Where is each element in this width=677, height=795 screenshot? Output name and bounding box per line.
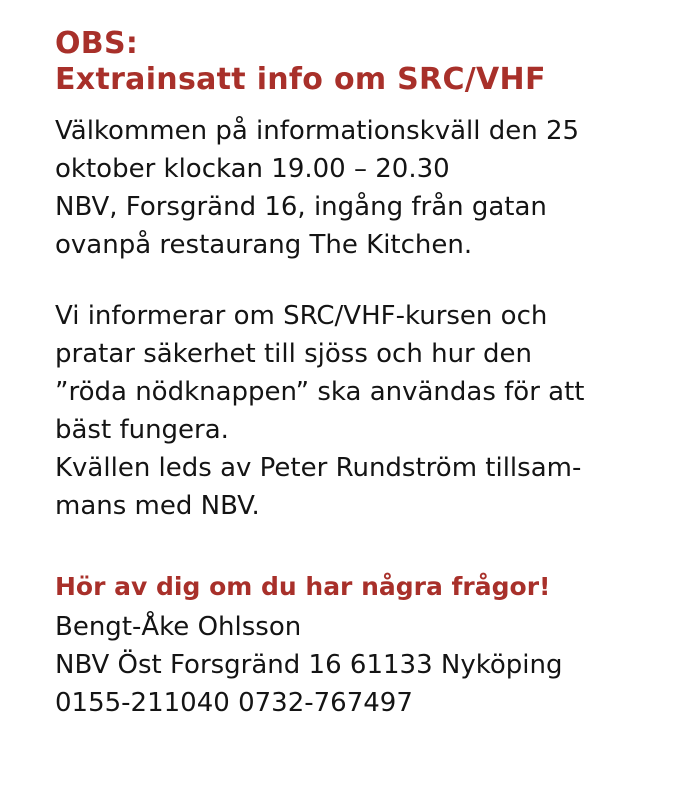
details-line: mans med NBV. — [55, 491, 260, 521]
contact-name: Bengt-Åke Ohlsson — [55, 612, 302, 642]
contact-phones: 0155-211040 0732-767497 — [55, 688, 413, 718]
contact-call-to-action: Hör av dig om du har några frågor! — [55, 572, 551, 601]
intro-line: NBV, Forsgränd 16, ingång från gatan — [55, 192, 547, 222]
details-line: ”röda nödknappen” ska användas för att — [55, 377, 585, 407]
details-line: bäst fungera. — [55, 415, 229, 445]
notice-heading — [55, 26, 546, 98]
details-line: Kvällen leds av Peter Rundström tillsam- — [55, 453, 582, 483]
contact-block — [55, 608, 562, 722]
intro-paragraph — [55, 112, 579, 264]
details-paragraph — [55, 297, 584, 525]
heading-title: Extrainsatt info om SRC/VHF — [55, 62, 546, 97]
contact-address: NBV Öst Forsgränd 16 61133 Nyköping — [55, 650, 563, 680]
heading-obs: OBS: — [55, 26, 139, 61]
intro-line: Välkommen på informationskväll den 25 — [55, 116, 580, 146]
intro-line: oktober klockan 19.00 – 20.30 — [55, 154, 450, 184]
intro-line: ovanpå restaurang The Kitchen. — [55, 230, 473, 260]
details-line: pratar säkerhet till sjöss och hur den — [55, 339, 532, 369]
details-line: Vi informerar om SRC/VHF-kursen och — [55, 301, 548, 331]
